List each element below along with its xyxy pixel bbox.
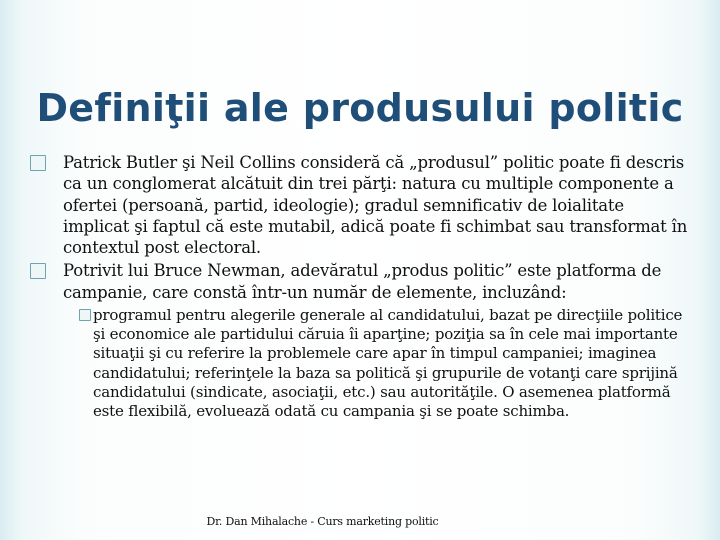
square-bullet-icon (79, 309, 91, 321)
square-bullet-icon (30, 155, 46, 171)
slide-content (30, 152, 690, 421)
bullet-item (30, 152, 690, 258)
bullet-item (30, 260, 690, 303)
bullet-text: Potrivit lui Bruce Newman, adevăratul „produs politic” este platforma de campanie, care constă într-un număr de elemente, incluzând: (63, 261, 662, 302)
sub-bullet-text: programul pentru alegerile generale al candidatului, bazat pe direcţiile politice şi economice ale partidului căruia îi aparţine; poziţia sa în cele mai importante situaţii şi cu referire la problemele care apar în timpul campaniei; imaginea candidatului; referinţele la baza sa politică şi grupurile de votanţi care sprijină candidatului (sindicate, asociaţii, etc.) sau autorităţile. O asemenea platformă este flexibilă, evoluează odată cu campania şi se poate schimba. (93, 306, 683, 421)
sub-bullet-item (30, 306, 690, 421)
slide-title: Definiţii ale produsului politic (36, 86, 684, 130)
footer-text: Dr. Dan Mihalache - Curs marketing politic (206, 515, 439, 528)
square-bullet-icon (30, 263, 46, 279)
bullet-text: Patrick Butler şi Neil Collins consideră că „produsul” politic poate fi descris ca un conglomerat alcătuit din trei părţi: natura cu multiple componente a ofertei (persoană, partid, ideologie); gradul semnificativ de loialitate implicat şi faptul că este mutabil, adică poate fi schimbat sau transformat în contextul post electoral. (63, 153, 688, 258)
